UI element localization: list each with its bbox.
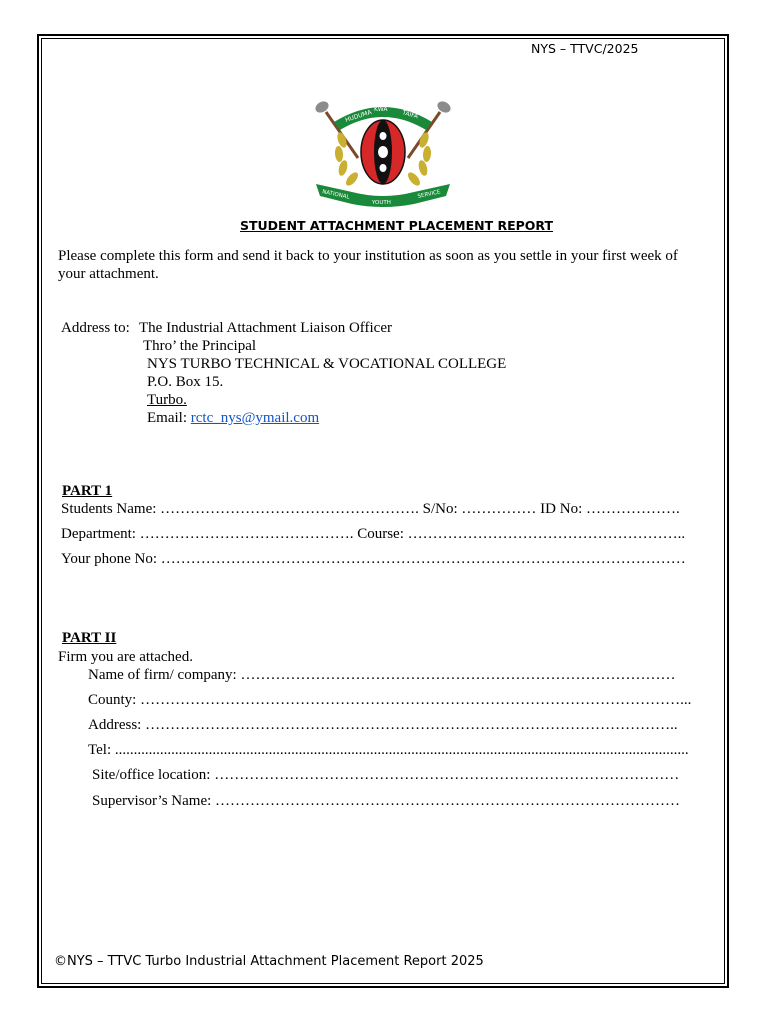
shield-icon [361,120,405,184]
part2-heading: PART II [62,630,117,646]
svg-text:KWA: KWA [374,106,388,113]
part1-heading: PART 1 [62,483,113,499]
document-reference: NYS – TTVC/2025 [531,41,639,56]
phone-field[interactable]: Your phone No: …………………………………………………………………………………………… [61,551,686,567]
tel-field[interactable] [88,741,689,759]
svg-text:SERVICE: SERVICE [417,189,442,200]
footer-copyright: ©NYS – TTVC Turbo Industrial Attachment Placement Report 2025 [54,954,484,969]
site-location-field[interactable]: Site/office location: ………………………………………………………………………………… [92,767,680,783]
email-line [147,409,319,427]
emblem-graphic [312,100,454,208]
nys-emblem-logo [312,100,454,208]
svg-text:HUDUMA: HUDUMA [344,108,373,124]
svg-text:NATIONAL: NATIONAL [321,189,350,201]
address-label: Address to: [61,320,130,336]
department-course-field[interactable]: Department: ……………………………………. Course: ……………………………………………….. [61,526,686,542]
tel-field-text: Tel: ......................................................................................................................................................... [88,742,689,758]
part2-intro: Firm you are attached. [58,649,193,665]
email-label: Email: [147,410,187,426]
svg-text:TAIFA: TAIFA [401,109,419,121]
firm-name-field[interactable]: Name of firm/ company: …………………………………………………………………………… [88,667,676,683]
address-line-5: Turbo. [147,392,187,408]
svg-text:YOUTH: YOUTH [372,200,391,206]
students-name-field[interactable]: Students Name: ……………………………………………. S/No: …………… ID No: ………………. [61,501,680,517]
laurel-left-icon [334,131,360,188]
address-line-3: NYS TURBO TECHNICAL & VOCATIONAL COLLEGE [147,356,507,372]
address-line-2: Thro’ the Principal [143,338,257,354]
laurel-right-icon [406,131,432,188]
email-link[interactable]: rctc_nys@ymail.com [190,410,320,426]
document-title: STUDENT ATTACHMENT PLACEMENT REPORT [240,218,554,233]
county-field[interactable]: County: ………………………………………………………………………………………………... [88,692,692,708]
address-line-4: P.O. Box 15. [147,374,224,390]
supervisor-name-field[interactable]: Supervisor’s Name: ………………………………………………………………………………… [92,793,681,809]
intro-paragraph: Please complete this form and send it back to your institution as soon as you settle in your first week of your attachment. [58,248,678,282]
address-line-1: The Industrial Attachment Liaison Officer [139,320,392,336]
firm-address-field[interactable]: Address: …………………………………………………………………………………………….. [88,717,678,733]
